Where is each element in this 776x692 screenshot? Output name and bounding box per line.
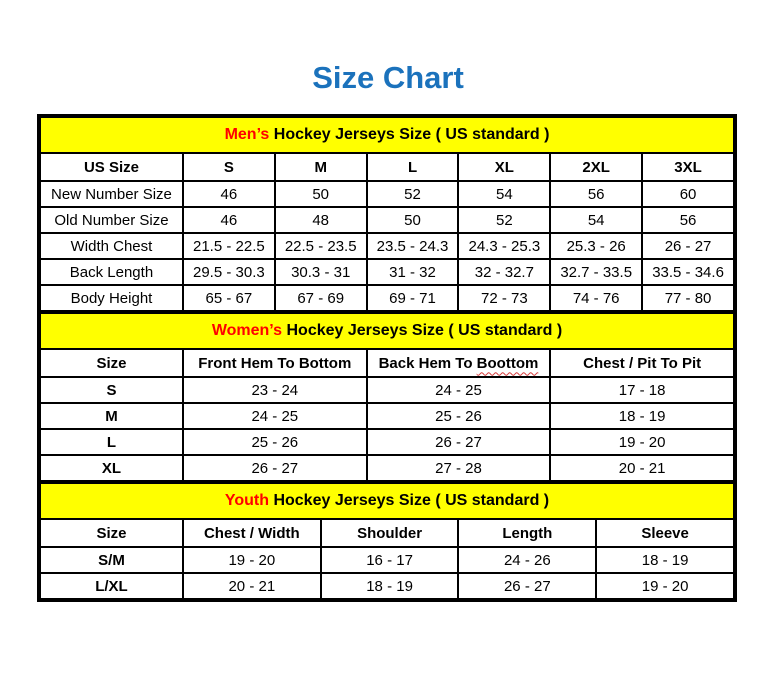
mens-size-cell: New Number Size: [40, 181, 183, 207]
mens-size-cell: 26 - 27: [642, 233, 734, 259]
mens-column-header: XL: [458, 153, 550, 181]
mens-size-cell: Width Chest: [40, 233, 183, 259]
youth-size-cell: 18 - 19: [596, 547, 734, 573]
womens-size-cell: XL: [40, 455, 183, 481]
mens-column-header: 2XL: [550, 153, 642, 181]
youth-column-header: Chest / Width: [183, 519, 321, 547]
womens-size-cell: 20 - 21: [550, 455, 734, 481]
youth-table-row: [40, 547, 734, 573]
mens-size-cell: 25.3 - 26: [550, 233, 642, 259]
youth-size-table: [39, 482, 735, 600]
mens-table-row: [40, 181, 734, 207]
womens-size-cell: M: [40, 403, 183, 429]
youth-size-cell: L/XL: [40, 573, 183, 599]
mens-size-cell: 29.5 - 30.3: [183, 259, 275, 285]
youth-column-header: Length: [458, 519, 596, 547]
youth-table-row: [40, 573, 734, 599]
mens-size-cell: 54: [458, 181, 550, 207]
mens-size-cell: Body Height: [40, 285, 183, 311]
womens-size-cell: L: [40, 429, 183, 455]
mens-size-cell: 69 - 71: [367, 285, 459, 311]
womens-size-cell: 27 - 28: [367, 455, 551, 481]
mens-size-cell: 24.3 - 25.3: [458, 233, 550, 259]
mens-banner: [40, 117, 734, 153]
womens-banner-row: [40, 313, 734, 349]
mens-size-cell: 32 - 32.7: [458, 259, 550, 285]
mens-banner-highlight: Men’s: [224, 126, 270, 143]
mens-size-cell: 32.7 - 33.5: [550, 259, 642, 285]
mens-table-row: [40, 233, 734, 259]
womens-column-header: Size: [40, 349, 183, 377]
youth-column-header: Shoulder: [321, 519, 459, 547]
womens-size-cell: S: [40, 377, 183, 403]
mens-column-header: 3XL: [642, 153, 734, 181]
mens-size-cell: 21.5 - 22.5: [183, 233, 275, 259]
mens-size-cell: 30.3 - 31: [275, 259, 367, 285]
womens-size-cell: 25 - 26: [367, 403, 551, 429]
womens-column-header: Front Hem To Bottom: [183, 349, 367, 377]
mens-size-cell: 74 - 76: [550, 285, 642, 311]
womens-header-row: [40, 349, 734, 377]
womens-banner-highlight: Women’s: [211, 322, 283, 339]
mens-column-header: US Size: [40, 153, 183, 181]
mens-size-cell: 33.5 - 34.6: [642, 259, 734, 285]
mens-size-cell: Back Length: [40, 259, 183, 285]
mens-size-cell: 46: [183, 207, 275, 233]
mens-size-cell: 52: [458, 207, 550, 233]
womens-size-cell: 24 - 25: [183, 403, 367, 429]
mens-size-table: [39, 116, 735, 312]
page-title: Size Chart: [312, 60, 464, 95]
youth-banner-text: Hockey Jerseys Size ( US standard ): [269, 492, 550, 509]
womens-size-cell: 18 - 19: [550, 403, 734, 429]
youth-banner-row: [40, 483, 734, 519]
mens-size-cell: Old Number Size: [40, 207, 183, 233]
womens-column-header: Back Hem To Boottom: [367, 349, 551, 377]
mens-size-cell: 23.5 - 24.3: [367, 233, 459, 259]
mens-size-cell: 52: [367, 181, 459, 207]
mens-size-cell: 31 - 32: [367, 259, 459, 285]
womens-table-row: [40, 429, 734, 455]
mens-size-cell: 60: [642, 181, 734, 207]
womens-column-header: Chest / Pit To Pit: [550, 349, 734, 377]
womens-table-row: [40, 403, 734, 429]
womens-banner-text: Hockey Jerseys Size ( US standard ): [282, 322, 563, 339]
mens-size-cell: 54: [550, 207, 642, 233]
womens-banner: [40, 313, 734, 349]
mens-size-cell: 56: [550, 181, 642, 207]
mens-table-row: [40, 285, 734, 311]
womens-size-cell: 17 - 18: [550, 377, 734, 403]
womens-table-row: [40, 455, 734, 481]
size-chart-tables: [37, 114, 737, 602]
mens-header-row: [40, 153, 734, 181]
mens-size-cell: 67 - 69: [275, 285, 367, 311]
womens-size-cell: 24 - 25: [367, 377, 551, 403]
spellcheck-underlined-word: Boottom: [476, 354, 539, 372]
youth-column-header: Sleeve: [596, 519, 734, 547]
youth-size-cell: 26 - 27: [458, 573, 596, 599]
mens-size-cell: 65 - 67: [183, 285, 275, 311]
mens-column-header: M: [275, 153, 367, 181]
youth-size-cell: 16 - 17: [321, 547, 459, 573]
mens-banner-row: [40, 117, 734, 153]
womens-size-table: [39, 312, 735, 482]
youth-size-cell: 18 - 19: [321, 573, 459, 599]
youth-banner: [40, 483, 734, 519]
mens-column-header: S: [183, 153, 275, 181]
mens-banner-text: Hockey Jerseys Size ( US standard ): [269, 126, 550, 143]
womens-size-cell: 26 - 27: [183, 455, 367, 481]
mens-size-cell: 50: [367, 207, 459, 233]
mens-size-cell: 22.5 - 23.5: [275, 233, 367, 259]
womens-table-row: [40, 377, 734, 403]
mens-size-cell: 50: [275, 181, 367, 207]
mens-size-cell: 46: [183, 181, 275, 207]
mens-size-cell: 48: [275, 207, 367, 233]
youth-size-cell: 20 - 21: [183, 573, 321, 599]
mens-table-row: [40, 207, 734, 233]
youth-size-cell: S/M: [40, 547, 183, 573]
youth-size-cell: 19 - 20: [183, 547, 321, 573]
youth-banner-highlight: Youth: [224, 492, 269, 509]
mens-size-cell: 72 - 73: [458, 285, 550, 311]
mens-size-cell: 56: [642, 207, 734, 233]
mens-size-cell: 77 - 80: [642, 285, 734, 311]
womens-size-cell: 26 - 27: [367, 429, 551, 455]
mens-column-header: L: [367, 153, 459, 181]
womens-size-cell: 23 - 24: [183, 377, 367, 403]
youth-size-cell: 24 - 26: [458, 547, 596, 573]
mens-table-row: [40, 259, 734, 285]
youth-column-header: Size: [40, 519, 183, 547]
womens-size-cell: 19 - 20: [550, 429, 734, 455]
youth-header-row: [40, 519, 734, 547]
youth-size-cell: 19 - 20: [596, 573, 734, 599]
womens-size-cell: 25 - 26: [183, 429, 367, 455]
